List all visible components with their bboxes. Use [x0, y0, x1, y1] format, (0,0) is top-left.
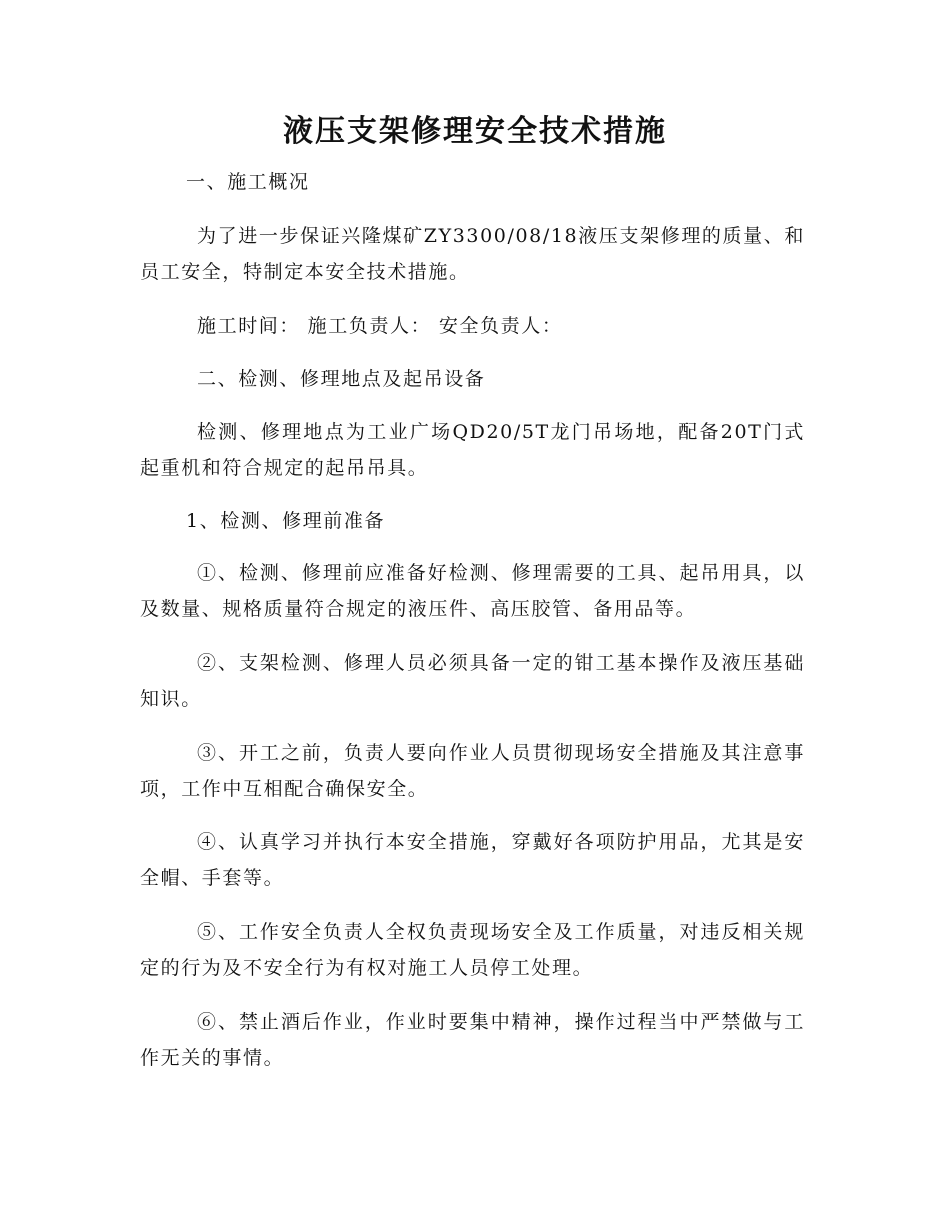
list-item-4: ④、认真学习并执行本安全措施，穿戴好各项防护用品，尤其是安全帽、手套等。 — [140, 831, 805, 889]
paragraph-location: 检测、修理地点为工业广场QD20/5T龙门吊场地，配备20T门式起重机和符合规定的起吊吊具。 — [140, 421, 805, 479]
paragraph-purpose: 为了进一步保证兴隆煤矿ZY3300/08/18液压支架修理的质量、和员工安全，特制定本安全技术措施。 — [140, 225, 805, 283]
list-item-6: ⑥、禁止酒后作业，作业时要集中精神，操作过程当中严禁做与工作无关的事情。 — [140, 1011, 805, 1069]
list-item-3: ③、开工之前，负责人要向作业人员贯彻现场安全措施及其注意事项，工作中互相配合确保安全。 — [140, 742, 805, 800]
list-item-1: ①、检测、修理前应准备好检测、修理需要的工具、起吊用具，以及数量、规格质量符合规定的液压件、高压胶管、备用品等。 — [140, 562, 805, 620]
section-heading-construction-overview: 一、施工概况 — [186, 171, 310, 193]
list-item-5: ⑤、工作安全负责人全权负责现场安全及工作质量，对违反相关规定的行为及不安全行为有权对施工人员停工处理。 — [140, 921, 805, 979]
subheading-preparation: 1、检测、修理前准备 — [186, 510, 386, 532]
document-title: 液压支架修理安全技术措施 — [283, 114, 667, 149]
list-item-2: ②、支架检测、修理人员必须具备一定的钳工基本操作及液压基础知识。 — [140, 652, 805, 710]
section-heading-location-equipment: 二、检测、修理地点及起吊设备 — [197, 368, 486, 390]
paragraph-personnel-fields: 施工时间： 施工负责人： 安全负责人： — [197, 315, 563, 337]
